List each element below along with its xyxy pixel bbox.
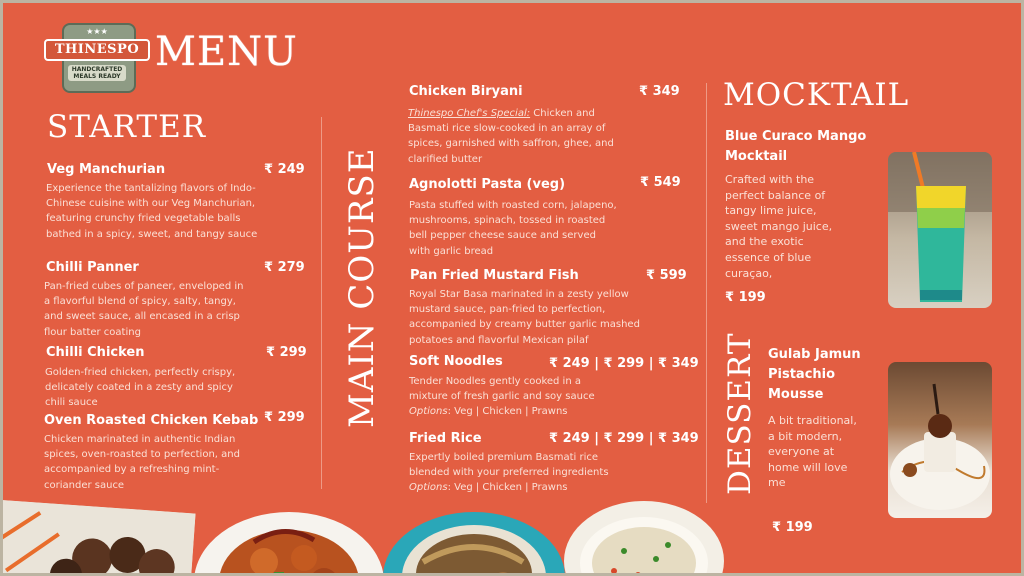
main-item-desc-text: Chicken and Basmati rice slow-cooked in an array of spices, garnished with saffron, ghee, and clarified butter (408, 108, 614, 165)
mocktail-title: MOCKTAIL (723, 77, 910, 113)
brand-logo (44, 21, 150, 91)
starter-item-price: ₹ 299 (264, 410, 305, 425)
starter-item-name: Chilli Panner (46, 260, 139, 275)
starter-item-price: ₹ 279 (264, 260, 305, 275)
food-photo-fried-rice (564, 501, 724, 573)
menu-board (3, 3, 1021, 573)
menu-title: MENU (155, 29, 298, 75)
main-item-desc (409, 450, 629, 496)
main-item-desc: Royal Star Basa marinated in a zesty yellow mustard sauce, pan-fried to perfection, accompanied by creamy butter garlic mashed potatoes and flavorful Mexican pilaf (409, 289, 640, 346)
main-item-desc-text: Expertly boiled premium Basmati rice blended with your preferred ingredients (409, 452, 609, 479)
mocktail-desc: Crafted with the perfect balance of tangy lime juice, sweet mango juice, and the exotic essence of blue curaçao, (725, 173, 833, 280)
options-label: Options (409, 406, 448, 418)
main-item-name: Agnolotti Pasta (veg) (409, 177, 566, 192)
starter-item-name: Veg Manchurian (47, 162, 166, 177)
starter-item-desc: Pan-fried cubes of paneer, enveloped in a flavorful blend of spicy, salty, tangy, and sweet sauce, all encased in a crisp flour batter coating (44, 281, 244, 338)
main-item-price: ₹ 599 (646, 268, 687, 283)
divider (321, 117, 322, 489)
dessert-plate-icon (888, 362, 992, 518)
main-item-price: ₹ 349 (639, 84, 680, 99)
main-item-price: ₹ 249 | ₹ 299 | ₹ 349 (549, 431, 699, 446)
dessert-photo (888, 362, 992, 518)
food-photo-chilli-chicken (194, 512, 384, 573)
options-values: : Veg | Chicken | Prawns (447, 482, 568, 494)
main-item-desc-text: Tender Noodles gently cooked in a mixture of fresh garlic and soy sauce (409, 376, 595, 403)
main-item-name: Fried Rice (409, 431, 482, 446)
main-item-name: Pan Fried Mustard Fish (410, 268, 579, 283)
food-photo-biryani (383, 512, 565, 573)
options-values: : Veg | Chicken | Prawns (447, 406, 568, 418)
main-item-desc: Pasta stuffed with roasted corn, jalapeno, mushrooms, spinach, tossed in roasted bell pepper cheese sauce and served with garlic bread (409, 200, 617, 257)
logo-brand: THINESPO (44, 39, 150, 61)
starter-item-name: Oven Roasted Chicken Kebab (44, 413, 259, 428)
logo-stars: ★★★ (86, 27, 108, 36)
mocktail-name: Blue Curaco Mango Mocktail (725, 129, 867, 164)
main-course-title: MAIN COURSE (342, 147, 382, 428)
starter-item-name: Chilli Chicken (46, 345, 145, 360)
mocktail-photo (888, 152, 992, 308)
dessert-price: ₹ 199 (772, 520, 813, 535)
divider (706, 83, 707, 503)
main-item-price: ₹ 549 (640, 175, 681, 190)
main-item-desc (409, 374, 609, 420)
food-photo-kebab (3, 500, 196, 573)
dessert-desc: A bit traditional, a bit modern, everyone at home will love me (768, 414, 857, 490)
mocktail-glass-icon (888, 152, 992, 308)
starter-item-desc: Experience the tantalizing flavors of Indo-Chinese cuisine with our Veg Manchurian, featuring crunchy fried vegetable balls bathed in a spicy, sweet, and tangy sauce (46, 183, 258, 240)
main-item-desc (408, 106, 624, 167)
starter-item-price: ₹ 299 (266, 345, 307, 360)
mocktail-price: ₹ 199 (725, 290, 766, 305)
main-item-price: ₹ 249 | ₹ 299 | ₹ 349 (549, 356, 699, 371)
main-item-name: Soft Noodles (409, 354, 503, 369)
dessert-title: DESSERT (722, 332, 758, 495)
options-label: Options (409, 482, 448, 494)
starter-title: STARTER (47, 109, 207, 145)
logo-tagline: HANDCRAFTED MEALS READY (68, 65, 126, 81)
chef-special-label: Thinespo Chef's Special: (408, 108, 531, 119)
starter-item-desc: Golden-fried chicken, perfectly crispy, delicately coated in a zesty and spicy chili sauce (45, 367, 236, 409)
main-item-name: Chicken Biryani (409, 84, 523, 99)
starter-item-desc: Chicken marinated in authentic Indian spices, oven-roasted to perfection, and accompanied by a refreshing mint-coriander sauce (44, 434, 240, 491)
dessert-name: Gulab Jamun Pistachio Mousse (768, 347, 861, 402)
starter-item-price: ₹ 249 (264, 162, 305, 177)
